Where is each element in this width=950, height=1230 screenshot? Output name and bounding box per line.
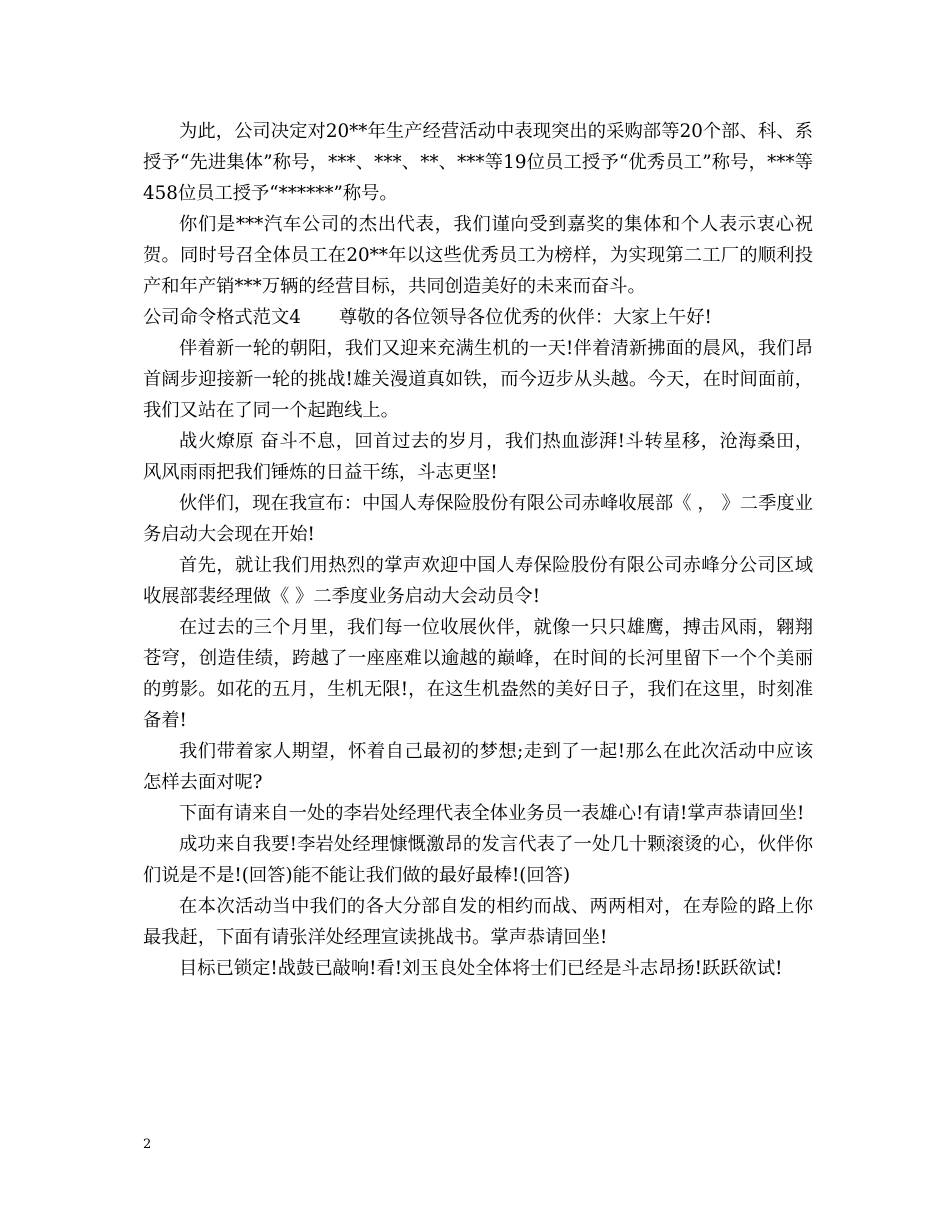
paragraph-invite-li-yan: 下面有请来自一处的李岩处经理代表全体业务员一表雄心!有请!掌声恭请回坐! xyxy=(179,803,805,824)
page-number: 2 xyxy=(143,1137,152,1152)
paragraph-target-locked: 目标已锁定!战鼓已敲响!看!刘玉良处全体将士们已经是斗志昂扬!跃跃欲试! xyxy=(179,958,783,979)
section-heading-line xyxy=(143,302,813,333)
section-title: 公司命令格式范文4 xyxy=(143,307,301,328)
paragraph-welcome-manager: 首先，就让我们用热烈的掌声欢迎中国人寿保险股份有限公司赤峰分公司区域收展部裴经理做《 》二季度业务启动大会动员令! xyxy=(143,555,813,607)
paragraph-success-speech: 成功来自我要!李岩处经理慷慨激昂的发言代表了一处几十颗滚烫的心，伙伴你们说是不是!(回答)能不能让我们做的最好最棒!(回答) xyxy=(143,834,813,886)
paragraph-look-back: 战火燎原 奋斗不息，回首过去的岁月，我们热血澎湃!斗转星移，沧海桑田，风风雨雨把我们锤炼的日益干练，斗志更坚! xyxy=(143,431,813,483)
document-body xyxy=(143,116,813,984)
paragraph-family-hopes: 我们带着家人期望，怀着自己最初的梦想;走到了一起!那么在此次活动中应该怎样去面对呢? xyxy=(143,741,813,793)
paragraph-announcement: 伙伴们，现在我宣布：中国人寿保险股份有限公司赤峰收展部《 ， 》二季度业务启动大会现在开始! xyxy=(143,493,813,545)
paragraph-challenge: 在本次活动当中我们的各大分部自发的相约而战、两两相对，在寿险的路上你最我赶，下面有请张洋处经理宣读挑战书。掌声恭请回坐! xyxy=(143,896,813,948)
paragraph-award-announcement: 为此，公司决定对20**年生产经营活动中表现突出的采购部等20个部、科、系授予“先进集体”称号，***、***、**、***等19位员工授予“优秀员工”称号，***等458位员工授予“******”称号。 xyxy=(143,121,813,204)
paragraph-new-morning: 伴着新一轮的朝阳，我们又迎来充满生机的一天!伴着清新拂面的晨风，我们昂首阔步迎接新一轮的挑战!雄关漫道真如铁，而今迈步从头越。今天，在时间面前，我们又站在了同一个起跑线上。 xyxy=(143,338,813,421)
paragraph-congratulation: 你们是***汽车公司的杰出代表，我们谨向受到嘉奖的集体和个人表示衷心祝贺。同时号召全体员工在20**年以这些优秀员工为榜样，为实现第二工厂的顺利投产和年产销***万辆的经营目标，共同创造美好的未来而奋斗。 xyxy=(143,214,813,297)
greeting-text: 尊敬的各位领导各位优秀的伙伴：大家上午好! xyxy=(338,307,712,328)
paragraph-past-three-months: 在过去的三个月里，我们每一位收展伙伴，就像一只只雄鹰，搏击风雨，翱翔苍穹，创造佳绩，跨越了一座座难以逾越的巅峰，在时间的长河里留下一个个美丽的剪影。如花的五月，生机无限!，在这生机盎然的美好日子，我们在这里，时刻准备着! xyxy=(143,617,813,731)
